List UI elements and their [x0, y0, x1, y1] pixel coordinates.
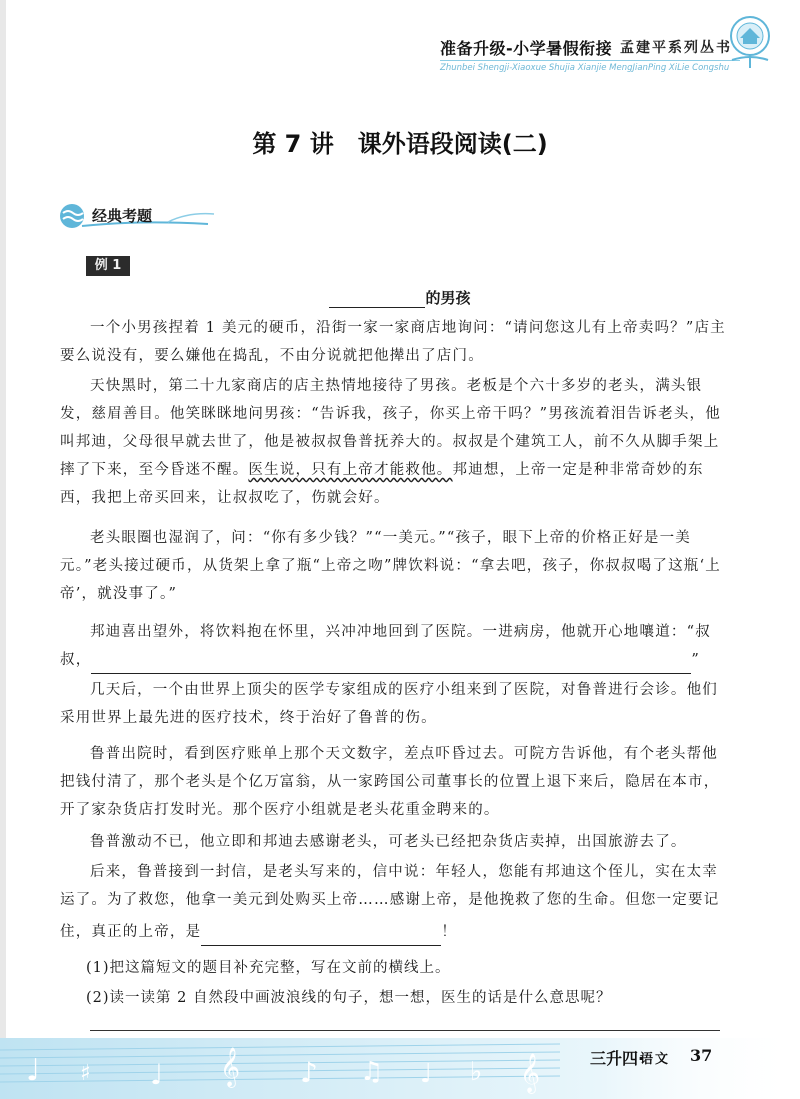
paragraph-2-part-1: 天快黑时，第二十九家商店的店主热情地接待了男孩。老板是个六十多岁的老头，满头银发，慈眉善目。他笑眯眯地问男孩：“告诉我，孩子，你买上帝干吗？”男孩流着泪告诉老头，他叫邦迪，父母很早就去世了，他是被叔叔鲁普抚养大的。叔叔是个建筑工人，前不久从脚手架上摔了下来，至今昏迷不醒。 [60, 378, 721, 478]
svg-text:♩: ♩ [420, 1059, 433, 1089]
page-number: 37 [690, 1046, 713, 1065]
title-blank[interactable] [329, 307, 425, 308]
paragraph-8-end: ！ [441, 924, 458, 940]
svg-text:♭: ♭ [470, 1057, 483, 1087]
section-label: 经典考题 [92, 207, 153, 225]
story-title-suffix: 的男孩 [425, 289, 471, 307]
series-logo-icon [728, 14, 772, 68]
header-series: 孟建平系列丛书 [620, 40, 732, 56]
paragraph-8-line-3 [60, 918, 732, 946]
lesson-name: 课外语段阅读(二) [357, 130, 548, 158]
lesson-title [0, 124, 800, 159]
header-divider [440, 60, 740, 61]
paragraph-6: 鲁普出院时，看到医疗账单上那个天文数字，差点吓昏过去。可院方告诉他，有个老头帮他把钱付清了，那个老头是个亿万富翁，从一家跨国公司董事长的位置上退下来后，隐居在本市，开了家杂货店打发时光。那个医疗小组就是老头花重金聘来的。 [60, 746, 720, 818]
paragraph-1: 一个小男孩捏着 1 美元的硬币，沿街一家一家商店地询问：“请问您这儿有上帝卖吗？”店主要么说没有，要么嫌他在捣乱，不由分说就把他撵出了店门。 [60, 320, 726, 364]
svg-text:♪: ♪ [300, 1056, 318, 1089]
svg-text:♯: ♯ [80, 1061, 91, 1086]
paragraph-2-part-2: 邦迪想，上帝一定是种非常奇妙的东西，我把上帝买回来，让叔叔吃了，伤就会好。 [60, 462, 704, 506]
paragraph-4-start: 叔， [60, 652, 92, 668]
paragraph-2 [60, 372, 732, 512]
paragraph-8-start: 住，真正的上帝，是 [60, 924, 202, 940]
paragraph-8: 后来，鲁普接到一封信，是老头写来的，信中说：年轻人，您能有邦迪这个侄儿，实在太幸运了。为了救您，他拿一美元到处购买上帝……感谢上帝，是他挽救了您的生命。但您一定要记 [60, 864, 720, 908]
question-1: (1)把这篇短文的题目补充完整，写在文前的横线上。 [86, 960, 451, 976]
page-header [0, 0, 800, 90]
paragraph-5: 几天后，一个由世界上顶尖的医学专家组成的医疗小组来到了医院，对鲁普进行会诊。他们采用世界上最先进的医疗技术，终于治好了鲁普的伤。 [60, 682, 718, 726]
header-title: 准备升级-小学暑假衔接 [440, 39, 613, 58]
paragraph-4-line-2 [60, 646, 732, 674]
wavy-underlined-sentence: 医生说，只有上帝才能救他。 [248, 462, 453, 478]
paragraph-3: 老头眼圈也湿润了，问：“你有多少钱？”“一美元。”“孩子，眼下上帝的价格正好是一美元。”老头接过硬币，从货架上拿了瓶“上帝之吻”牌饮料说：“拿去吧，孩子，你叔叔喝了这瓶‘上帝’，就没事了。” [60, 530, 722, 602]
svg-text:♩: ♩ [26, 1053, 41, 1088]
footer-subject: 语文 [640, 1052, 671, 1067]
story-title [0, 287, 800, 308]
paragraph-4-end: ” [691, 652, 701, 668]
svg-text:♩: ♩ [150, 1058, 164, 1091]
answer-blank-2[interactable] [201, 925, 441, 946]
footer-grade-code: 三升四· [590, 1049, 645, 1068]
lesson-number: 第 7 讲 [252, 130, 334, 158]
answer-blank-1[interactable] [91, 653, 691, 674]
header-pinyin: Zhunbei Shengji-Xiaoxue Shujia Xianjie MengJianPing XiLie Congshu [440, 63, 730, 73]
question-2: (2)读一读第 2 自然段中画波浪线的句子，想一想，医生的话是什么意思呢？ [86, 990, 612, 1006]
footer-music-decoration [0, 1010, 800, 1099]
svg-text:𝄞: 𝄞 [220, 1047, 241, 1087]
example-tag: 例 1 [86, 256, 130, 276]
svg-text:𝄞: 𝄞 [520, 1053, 541, 1093]
svg-text:♫: ♫ [360, 1057, 384, 1087]
paragraph-4-line-1: 邦迪喜出望外，将饮料抱在怀里，兴冲冲地回到了医院。一进病房，他就开心地嚷道：“叔 [90, 624, 711, 640]
paragraph-7: 鲁普激动不已，他立即和邦迪去感谢老头，可老头已经把杂货店卖掉，出国旅游去了。 [90, 834, 687, 850]
